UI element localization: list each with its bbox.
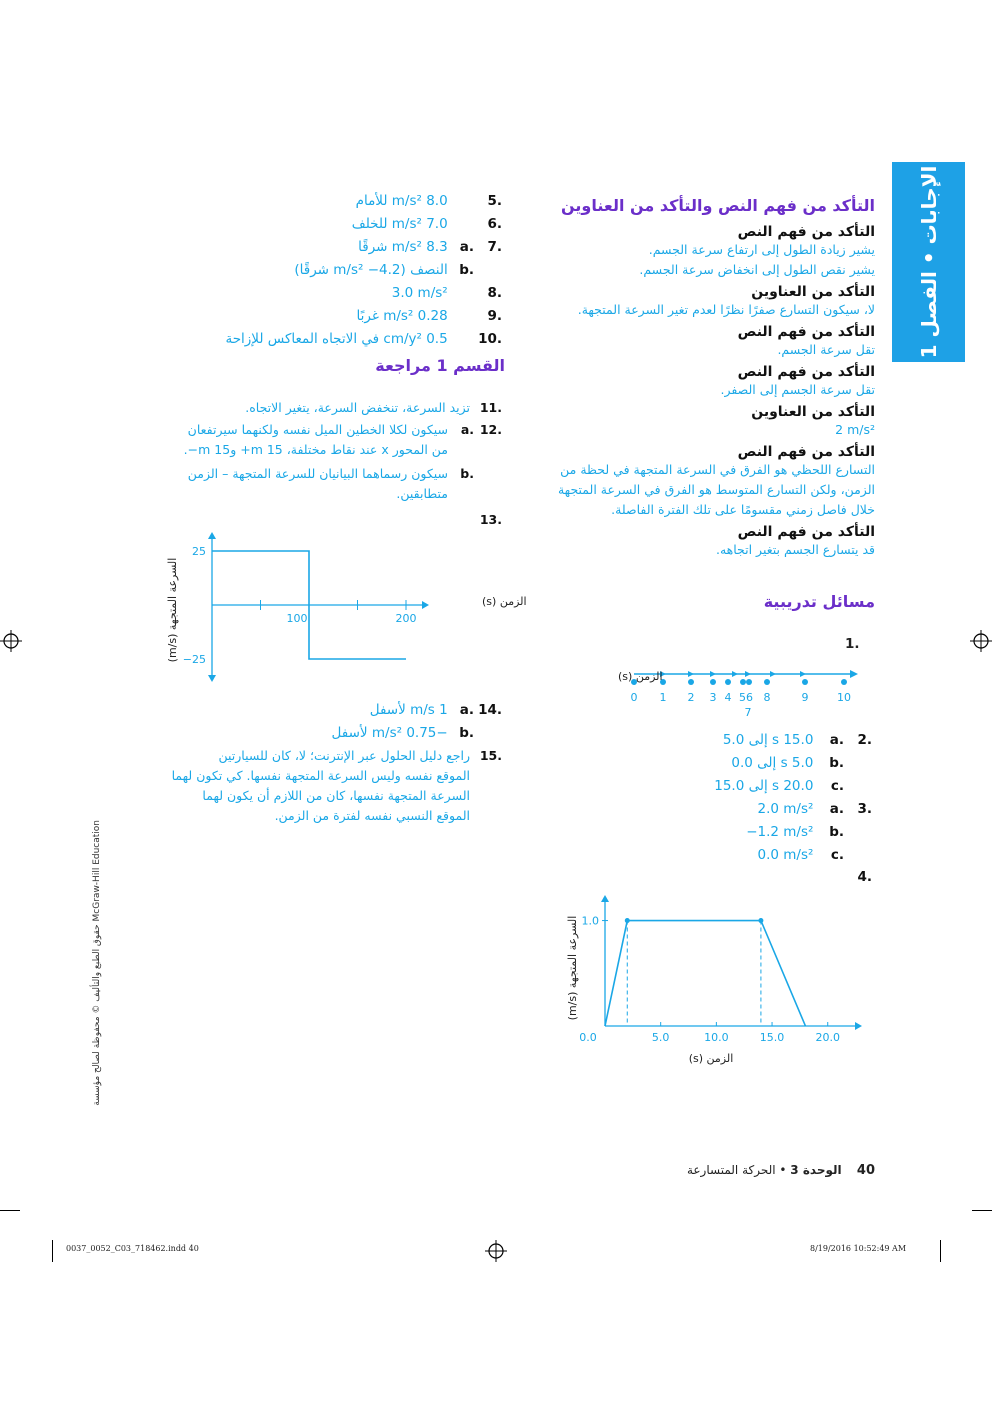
data-point bbox=[625, 918, 630, 923]
check-blocks bbox=[540, 224, 875, 560]
check-line: يشير زيادة الطول إلى ارتفاع سرعة الجسم. bbox=[648, 242, 875, 257]
answer-row: .14.a 1 m/s لأسفل bbox=[369, 702, 502, 718]
motion-tick-label: 0 bbox=[630, 691, 638, 704]
velocity-time-chart-1 bbox=[560, 890, 870, 1070]
motion-arrow bbox=[745, 671, 751, 677]
y-axis-arrow-down bbox=[208, 675, 216, 682]
x-axis-label: الزمن (s) bbox=[688, 1052, 734, 1065]
motion-arrow bbox=[800, 671, 806, 677]
check-heading: التأكد من فهم النص bbox=[737, 324, 875, 340]
registration-mark-left bbox=[0, 630, 22, 652]
motion-dot bbox=[746, 679, 752, 685]
check-block bbox=[540, 324, 875, 360]
check-heading: التأكد من فهم النص bbox=[737, 444, 875, 460]
review-item: من المحور x عند نقاط مختلفة، 15 m+ و15 m−. bbox=[183, 442, 448, 457]
answer-row: .10 0.5 cm/y² في الاتجاه المعاكس للإزاحة bbox=[225, 331, 502, 347]
check-block bbox=[540, 284, 875, 320]
answer-row: .3.a 2.0 m/s² bbox=[757, 801, 872, 817]
motion-arrow bbox=[770, 671, 776, 677]
motion-dot bbox=[841, 679, 847, 685]
y-tick-label: 1.0 bbox=[581, 914, 599, 928]
x-tick-label: 15.0 bbox=[759, 1031, 785, 1044]
velocity-time-chart-2 bbox=[160, 525, 527, 685]
motion-dot bbox=[725, 679, 731, 685]
answer-row: .8 3.0 m/s² bbox=[391, 285, 502, 301]
page-footer bbox=[600, 1163, 875, 1178]
velocity-line bbox=[605, 921, 805, 1026]
chapter-tab bbox=[892, 162, 965, 362]
motion-tick-label: 4 bbox=[724, 691, 732, 704]
motion-arrow bbox=[688, 671, 694, 677]
motion-tick-label: 2 bbox=[687, 691, 695, 704]
check-heading: التأكد من العناوين bbox=[751, 404, 875, 420]
answer-row: .2.a 15.0 s إلى 5.0 bbox=[722, 732, 872, 748]
chapter-tab-label: الإجابات • الفصل 1 bbox=[916, 165, 941, 359]
x-tick-label: 200 bbox=[395, 612, 417, 625]
y-axis-label: السرعة المتجهة (m/s) bbox=[166, 557, 179, 663]
review-item: .12.a سيكون لكلا الخطين الميل نفسه ولكنهما سيرتفعان bbox=[187, 422, 502, 437]
review-item: متطابقين. bbox=[396, 486, 448, 501]
check-heading: التأكد من فهم النص bbox=[737, 524, 875, 540]
motion-diagram bbox=[560, 660, 860, 720]
answer-row: .7.a 8.3 m/s² شرقًا bbox=[358, 239, 502, 255]
section-title: التأكد من فهم النص والتأكد من العناوين bbox=[561, 196, 875, 215]
check-line: الزمن، ولكن التسارع المتوسط هو الفرق في السرعة المتجهة bbox=[557, 482, 875, 497]
registration-mark-bottom bbox=[485, 1240, 507, 1262]
question-15: .15 راجع دليل الحلول عبر الإنترنت؛ لا، كان للسيارتين الموقع نفسه وليس السرعة المتجهة نفسها. كي تكون لهما السرعة المتجهة نفسها، كان من اللازم أن يكون لهما الموقع النسبي نفسه لفترة من الزمن. bbox=[171, 748, 502, 823]
motion-tick-label: 8 bbox=[763, 691, 771, 704]
crop-mark bbox=[0, 1210, 20, 1211]
motion-tick-label: 56 bbox=[739, 691, 753, 704]
motion-dot bbox=[710, 679, 716, 685]
check-block bbox=[540, 404, 875, 440]
review-item: .11 تزيد السرعة، تنخفض السرعة، يتغير الاتجاه. bbox=[245, 400, 502, 415]
page-number: 40 bbox=[856, 1163, 875, 1178]
check-heading: التأكد من العناوين bbox=[751, 284, 875, 300]
answer-row: .c 20.0 s إلى 15.0 bbox=[714, 778, 844, 794]
y-axis-arrow bbox=[601, 895, 609, 902]
x-tick-label: 5.0 bbox=[651, 1031, 670, 1044]
answer-row: .5 8.0 m/s² للأمام bbox=[355, 193, 502, 209]
y-tick-label: 25 bbox=[192, 545, 206, 558]
motion-axis-label: الزمن (s) bbox=[618, 670, 663, 683]
answer-row: .4 bbox=[857, 869, 872, 885]
unit-label: الوحدة 3 bbox=[790, 1163, 842, 1177]
motion-dot bbox=[688, 679, 694, 685]
x-tick-label: 100 bbox=[286, 612, 308, 625]
motion-dot bbox=[764, 679, 770, 685]
timestamp: 8/19/2016 10:52:49 AM bbox=[810, 1244, 907, 1253]
x-tick-label: 20.0 bbox=[815, 1031, 840, 1044]
motion-tick-label: 7 bbox=[744, 706, 752, 719]
answer-row: .6 7.0 m/s² للخلف bbox=[351, 216, 502, 232]
check-block bbox=[540, 524, 875, 560]
check-line: قد يتسارع الجسم بتغير اتجاهه. bbox=[715, 542, 875, 557]
x-axis-label: الزمن (s) bbox=[482, 595, 527, 608]
motion-arrow bbox=[710, 671, 716, 677]
motion-tick-label: 10 bbox=[837, 691, 851, 704]
motion-dot bbox=[802, 679, 808, 685]
registration-mark-right bbox=[970, 630, 992, 652]
practice-title: مسائل تدريبية bbox=[763, 592, 875, 611]
y-axis-label: السرعة المتجهة (m/s) bbox=[566, 915, 579, 1021]
copyright-note: McGraw-Hill Education حقوق الطبع والتأليف © محفوظة لصالح مؤسسة bbox=[92, 820, 102, 1106]
check-line: تقل سرعة الجسم إلى الصفر. bbox=[720, 382, 875, 397]
review-title: القسم 1 مراجعة bbox=[375, 356, 505, 375]
answer-row: .b النصف (4.2− m/s² شرقًا) bbox=[294, 262, 474, 278]
answer-row: .b −1.2 m/s² bbox=[746, 824, 844, 840]
check-line: التسارع اللحظي هو الفرق في السرعة المتجهة في لحظة من bbox=[560, 462, 875, 477]
motion-tick-label: 1 bbox=[659, 691, 667, 704]
check-line: 2 m/s² bbox=[835, 422, 875, 437]
unit-title: • الحركة المتسارعة bbox=[686, 1163, 787, 1177]
crop-mark bbox=[940, 1240, 941, 1262]
question-number: .1 bbox=[845, 636, 860, 652]
data-point bbox=[758, 918, 763, 923]
motion-tick-label: 9 bbox=[801, 691, 809, 704]
answer-row: .9 0.28 m/s² غربًا bbox=[356, 308, 502, 324]
check-line: لا، سيكون التسارع صفرًا نظرًا لعدم تغير السرعة المتجهة. bbox=[577, 302, 875, 317]
check-heading: التأكد من فهم النص bbox=[737, 364, 875, 380]
crop-mark bbox=[972, 1210, 992, 1211]
y-axis-arrow-up bbox=[208, 532, 216, 539]
check-line: تقل سرعة الجسم. bbox=[777, 342, 875, 357]
file-name: 0037_0052_C03_718462.indd 40 bbox=[66, 1244, 199, 1253]
answer-row: .c 0.0 m/s² bbox=[757, 847, 844, 863]
check-line: يشير نقص الطول إلى انخفاض سرعة الجسم. bbox=[639, 262, 875, 277]
motion-tick-label: 3 bbox=[709, 691, 717, 704]
x-tick-label: 10.0 bbox=[704, 1031, 729, 1044]
review-item: .b سيكون رسماهما البيانيان للسرعة المتجهة – الزمن bbox=[187, 466, 474, 481]
check-line: خلال فاصل زمني مقسومًا على تلك الفترة الفاصلة. bbox=[611, 502, 875, 517]
check-block bbox=[540, 364, 875, 400]
x-tick-label: 0.0 bbox=[579, 1031, 597, 1044]
answer-row: .b 5.0 s إلى 0.0 bbox=[731, 755, 844, 771]
check-block bbox=[540, 444, 875, 520]
review-list bbox=[150, 398, 502, 530]
crop-mark bbox=[52, 1240, 53, 1262]
motion-arrow bbox=[732, 671, 738, 677]
review-item: .13 bbox=[479, 512, 502, 527]
x-axis-arrow bbox=[855, 1022, 862, 1030]
check-block bbox=[540, 224, 875, 280]
check-heading: التأكد من فهم النص bbox=[737, 224, 875, 240]
motion-dot bbox=[740, 679, 746, 685]
answer-row: .b −0.75 m/s² لأسفل bbox=[331, 725, 474, 741]
y-tick-label: −25 bbox=[182, 653, 206, 666]
x-axis-arrow bbox=[422, 601, 429, 609]
